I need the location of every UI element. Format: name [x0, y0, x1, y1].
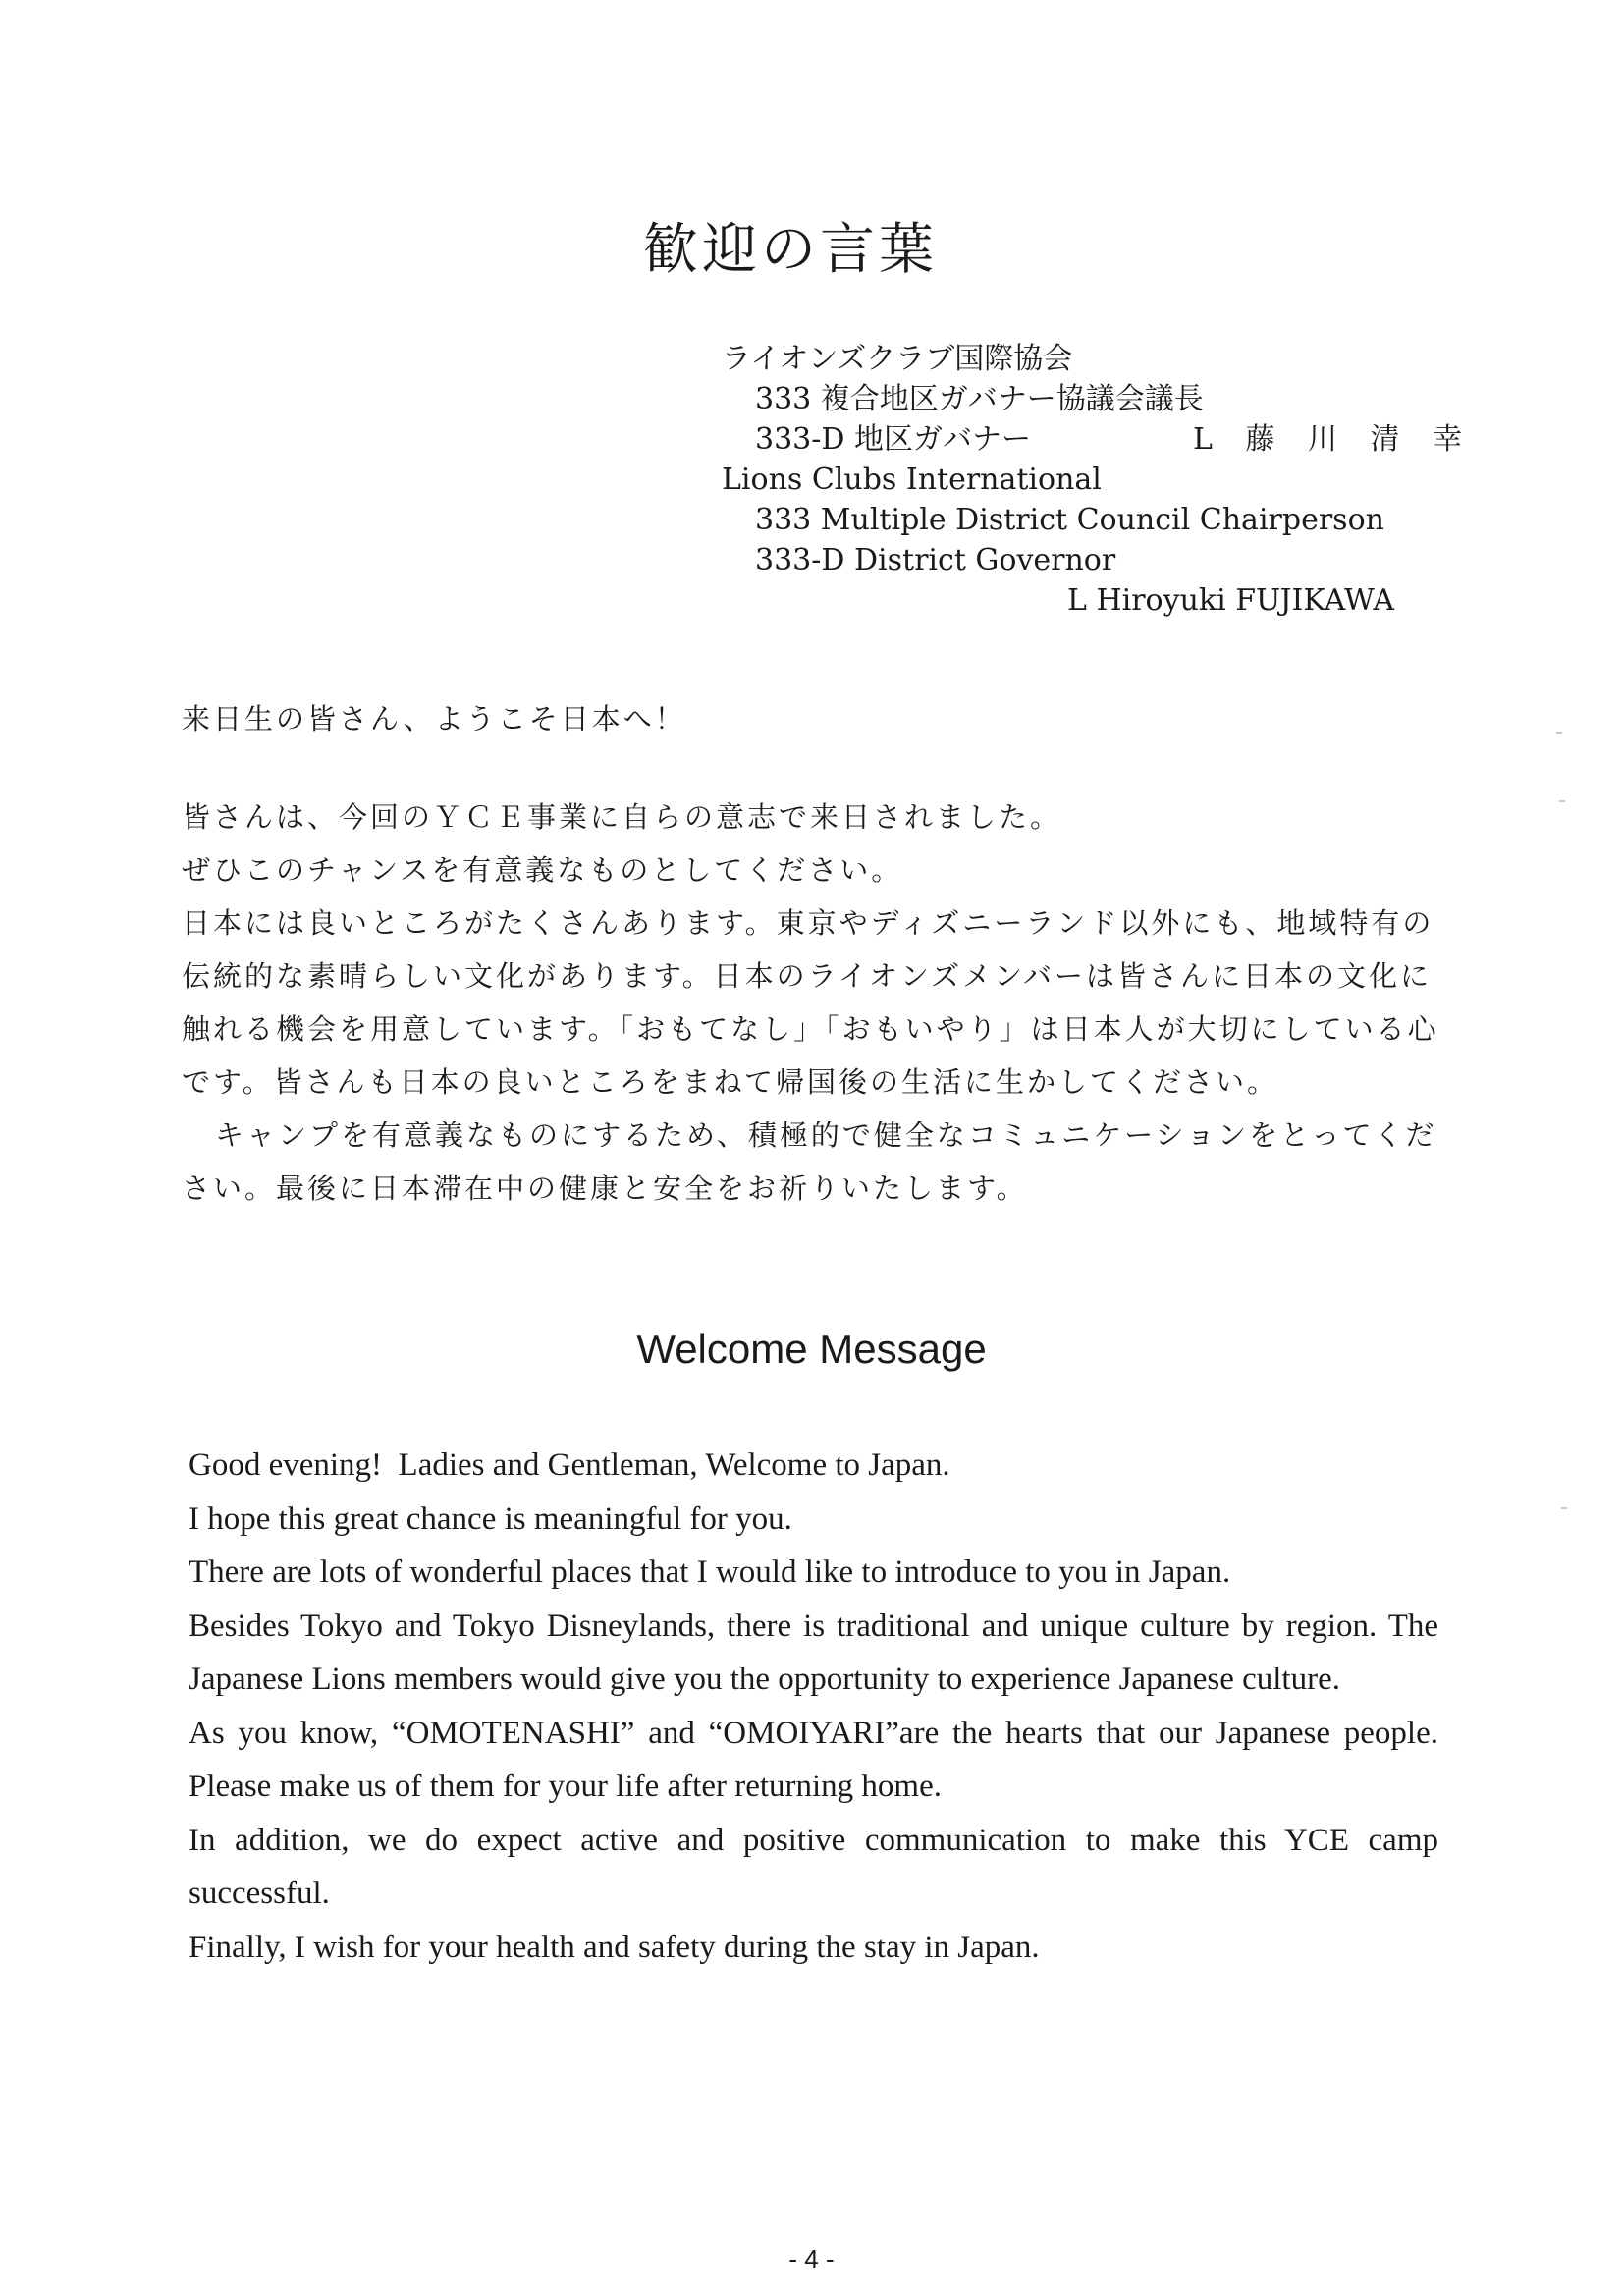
paragraph-jp-4: キャンプを有意義なものにするため、積極的で健全なコミュニケーションをとってください。最後に日本滞在中の健康と安全をお祈りいたします。 — [182, 1119, 1437, 1205]
body-jp — [182, 791, 1443, 1215]
paragraph-en-1: Good evening! Ladies and Gentleman, Welcome to Japan. — [189, 1448, 950, 1483]
scan-speck — [1559, 800, 1565, 802]
page-title-jp: 歓迎の言葉 — [643, 218, 938, 282]
scan-speck — [1561, 1507, 1567, 1509]
signature-block — [722, 339, 1475, 621]
paragraph-jp-1: 皆さんは、今回のＹＣＥ事業に自らの意志で来日されました。 — [182, 800, 1062, 834]
paragraph-en-7: Finally, I wish for your health and safety during the stay in Japan. — [189, 1929, 1040, 1965]
portrait-photo — [206, 221, 540, 653]
role2-en: 333-D District Governor — [755, 543, 1116, 577]
name-jp: L 藤 川 清 幸 — [1193, 422, 1475, 457]
page-title-en: Welcome Message — [636, 1326, 987, 1372]
org-en: Lions Clubs International — [722, 463, 1102, 497]
paragraph-jp-3: 日本には良いところがたくさんあります。東京やディズニーランド以外にも、地域特有の伝統的な素晴らしい文化があります。日本のライオンズメンバーは皆さんに日本の文化に触れる機会を用意しています。「おもてなし」「おもいやり」は日本人が大切にしている心です。皆さんも日本の良いところをまねて帰国後の生活に生かしてください。 — [182, 906, 1439, 1099]
paragraph-en-2: I hope this great chance is meaningful for you. — [189, 1501, 792, 1537]
paragraph-en-3: There are lots of wonderful places that I would like to introduce to you in Japan. — [189, 1555, 1231, 1590]
paragraph-jp-2: ぜひこのチャンスを有意義なものとしてください。 — [182, 853, 903, 887]
role1-en: 333 Multiple District Council Chairperson — [755, 503, 1384, 537]
body-en — [189, 1439, 1438, 1974]
name-en: L Hiroyuki FUJIKAWA — [1067, 583, 1395, 618]
paragraph-en-6: In addition, we do expect active and positive communication to make this YCE camp successful. — [189, 1822, 1438, 1911]
scan-speck — [1556, 732, 1562, 734]
greeting-jp: 来日生の皆さん、ようこそ日本へ！ — [182, 702, 686, 736]
org-jp: ライオンズクラブ国際協会 — [722, 342, 1073, 376]
paragraph-en-5: As you know, “OMOTENASHI” and “OMOIYARI”are the hearts that our Japanese people. Please make us of them for your life after returning home. — [189, 1715, 1438, 1804]
role1-jp: 333 複合地区ガバナー協議会議長 — [755, 382, 1204, 416]
paragraph-en-4: Besides Tokyo and Tokyo Disneylands, there is traditional and unique culture by region. The Japanese Lions members would give you the opportunity to experience Japanese culture. — [189, 1608, 1438, 1697]
role2-jp: 333‑D 地区ガバナー — [755, 422, 1031, 457]
page-number: - 4 - — [788, 2244, 835, 2273]
